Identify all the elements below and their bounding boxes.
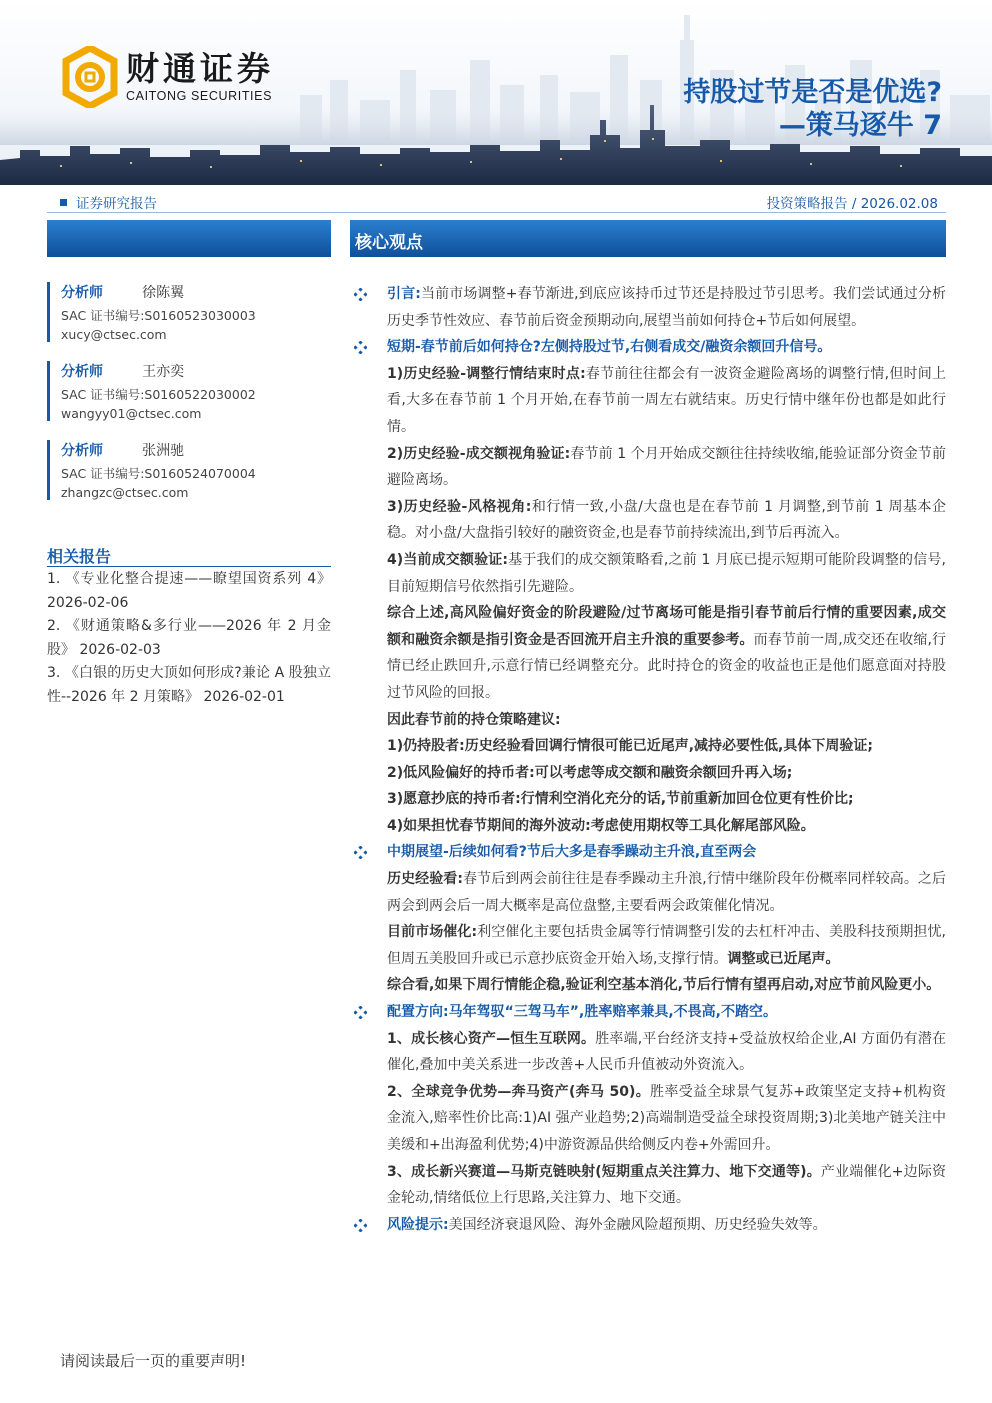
allocation-heading-text: 马年驾驭“三驾马车”,胜率赔率兼具,不畏高,不踏空。 [448, 1004, 777, 1021]
short-term-point-3 [350, 494, 946, 547]
point-label: 3)历史经验-风格视角: [387, 498, 532, 515]
strategy-item-1: 1)仍持股者:历史经验看回调行情很可能已近尾声,减持必要性低,具体下周验证; [387, 738, 873, 755]
point-text: 胜率受益全球景气复苏+政策坚定支持+机构资金流入,赔率性价比高:1)AI 强产业趋势;2)高端制造受益全球投资周期;3)北美地产链关注中美缓和+出海盈利优势;4)中游资源品供给侧反内卷+外需回升。 [387, 1083, 946, 1153]
report-subtitle: —策马逐牛 7 [778, 110, 942, 141]
analyst-name: 徐陈翼 [142, 285, 185, 301]
analyst-role: 分析师 [61, 443, 103, 459]
analyst-card [47, 282, 345, 342]
related-reports-title: 相关报告 [47, 547, 112, 566]
diamond-bullet-icon [354, 1006, 367, 1019]
analyst-sac: SAC 证书编号:S0160522030002 [61, 387, 256, 402]
analyst-name: 王亦奕 [142, 364, 185, 380]
summary-bold: 综合上述,高风险偏好资金的阶段避险/过节离场可能是指引春节前后行情的重要因素,成交额和融资余额是指引资金是否回流开启主升浪的重要参考。 [387, 605, 946, 648]
strategy-item-2: 2)低风险偏好的持币者:可以考虑等成交额和融资余额回升再入场; [387, 764, 793, 781]
brand-name-cn: 财通证券 [126, 49, 274, 88]
brand-name-en: CAITONG SECURITIES [126, 89, 273, 103]
diamond-bullet-icon [354, 846, 367, 859]
short-term-point-2 [350, 441, 946, 494]
related-report-item[interactable]: 1. 《专业化整合提速——瞭望国资系列 4》 2026-02-06 [47, 571, 331, 611]
mid-term-point-1 [350, 866, 946, 919]
header-divider [47, 212, 946, 213]
risk-text: 美国经济衰退风险、海外金融风险超预期、历史经验失效等。 [448, 1216, 827, 1233]
disclaimer-notice: 请阅读最后一页的重要声明! [60, 1352, 247, 1370]
point-tail: 调整或已近尾声。 [727, 950, 840, 967]
mid-term-heading [350, 839, 946, 866]
allocation-item-2 [350, 1079, 946, 1159]
point-text: 和行情一致,小盘/大盘也是在春节前 1 月调整,到节前 1 周基本企稳。对小盘/大盘指引较好的融资资金,也是春节前持续流出,到节后再流入。 [387, 498, 946, 542]
short-term-summary [350, 600, 946, 706]
left-column-bar [47, 220, 331, 257]
related-reports-list [47, 568, 331, 709]
header-banner [0, 0, 992, 185]
point-label: 1、成长核心资产—恒生互联网。 [387, 1030, 596, 1047]
report-category-label: 证券研究报告 [76, 196, 157, 212]
point-text: 春节前往往都会有一波资金避险离场的调整行情,但时间上看,大多在春节前 1 个月开始,在春节前一周左右就结束。历史行情中继年份也都是如此行情。 [387, 365, 946, 435]
point-text: 胜率端,平台经济支持+受益放权给企业,AI 方面仍有潜在催化,叠加中美关系进一步改善+人民币升值被动外资流入。 [387, 1030, 946, 1074]
point-text: 产业端催化+边际资金轮动,情绪低位上行思路,关注算力、地下交通。 [387, 1163, 946, 1207]
company-logo [62, 46, 274, 108]
related-report-item[interactable]: 3. 《白银的历史大顶如何形成?兼论 A 股独立性--2026 年 2 月策略》 2026-02-01 [47, 665, 331, 705]
intro-text: 当前市场调整+春节渐进,到底应该持币过节还是持股过节引思考。我们尝试通过分析历史季节性效应、春节前后资金预期动向,展望当前如何持仓+节后如何展望。 [387, 286, 946, 329]
point-label: 历史经验看: [387, 871, 463, 888]
analyst-email[interactable]: zhangzc@ctsec.com [61, 485, 189, 500]
allocation-item-1 [350, 1026, 946, 1079]
allocation-heading [350, 999, 946, 1026]
point-text: 春节前 1 个月开始成交额往往持续收缩,能验证部分资金节前避险离场。 [387, 445, 946, 489]
point-label: 2、全球竞争优势—奔马资产(奔马 50)。 [387, 1083, 651, 1100]
analyst-card [47, 361, 345, 421]
core-view-content [350, 281, 946, 1238]
analyst-sac: SAC 证书编号:S0160523030003 [61, 308, 256, 323]
logo-icon [62, 46, 118, 108]
analyst-email[interactable]: xucy@ctsec.com [61, 327, 167, 342]
report-type-date: 投资策略报告 / 2026.02.08 [766, 196, 938, 212]
strategy-item-4: 4)如果担忧春节期间的海外波动:考虑使用期权等工具化解尾部风险。 [387, 817, 815, 834]
point-text: 利空催化主要包括贵金属等行情调整引发的去杠杆冲击、美股科技预期担忧,但周五美股回升或已示意抄底资金开始入场,支撑行情。 [387, 924, 946, 967]
summary-text: 而春节前一周,成交还在收缩,行情已经止跌回升,示意行情已经调整充分。此时持仓的资金的收益也正是他们愿意面对持股过节风险的回报。 [387, 631, 947, 701]
core-view-bar [350, 220, 946, 257]
point-label: 4)当前成交额验证: [387, 551, 509, 568]
diamond-bullet-icon [354, 288, 367, 301]
related-report-item[interactable]: 2. 《财通策略&多行业——2026 年 2 月金股》 2026-02-03 [47, 618, 331, 658]
mid-term-point-2 [350, 919, 946, 972]
short-term-heading [350, 334, 946, 361]
allocation-item-3 [350, 1159, 946, 1212]
short-term-heading-text: 短期-春节前后如何持仓?左侧持股过节,右侧看成交/融资余额回升信号。 [387, 339, 832, 356]
point-text: 春节后到两会前往往是春季躁动主升浪,行情中继阶段年份概率同样较高。之后两会到两会后一周大概率是高位盘整,主要看两会政策催化情况。 [387, 871, 946, 914]
diamond-bullet-icon [354, 1219, 367, 1232]
strategy-item-3: 3)愿意抄底的持币者:行情利空消化充分的话,节前重新加回仓位更有性价比; [387, 791, 854, 808]
analyst-sac: SAC 证书编号:S0160524070004 [61, 466, 256, 481]
point-label: 1)历史经验-调整行情结束时点: [387, 365, 586, 382]
intro-label: 引言: [387, 286, 421, 302]
point-label: 目前市场催化: [387, 924, 478, 941]
allocation-label: 配置方向: [387, 1004, 449, 1021]
analyst-name: 张洲驰 [142, 443, 185, 459]
diamond-bullet-icon [354, 341, 367, 354]
analyst-role: 分析师 [61, 364, 103, 380]
square-icon [60, 199, 67, 206]
core-view-heading: 核心观点 [355, 233, 423, 253]
risk-label: 风险提示: [387, 1216, 449, 1233]
report-title: 持股过节是否是优选? [683, 77, 942, 108]
analyst-role: 分析师 [61, 285, 103, 301]
analyst-card [47, 440, 345, 500]
mid-term-summary: 综合看,如果下周行情能企稳,验证利空基本消化,节后行情有望再启动,对应节前风险更小。 [387, 977, 941, 994]
short-term-point-1 [350, 361, 946, 441]
point-label: 3、成长新兴赛道—马斯克链映射(短期重点关注算力、地下交通等)。 [387, 1163, 821, 1180]
related-reports-divider [47, 566, 331, 567]
mid-term-heading-text: 中期展望-后续如何看?节后大多是春季躁动主升浪,直至两会 [387, 844, 757, 861]
report-category [60, 192, 157, 212]
point-text: 基于我们的成交额策略看,之前 1 月底已提示短期可能阶段调整的信号,目前短期信号依然指引先避险。 [387, 551, 946, 595]
analyst-email[interactable]: wangyy01@ctsec.com [61, 406, 202, 421]
intro-paragraph [350, 281, 946, 334]
risk-warning [350, 1212, 946, 1239]
short-term-point-4 [350, 547, 946, 600]
point-label: 2)历史经验-成交额视角验证: [387, 445, 571, 462]
strategy-intro: 因此春节前的持仓策略建议: [387, 711, 561, 728]
